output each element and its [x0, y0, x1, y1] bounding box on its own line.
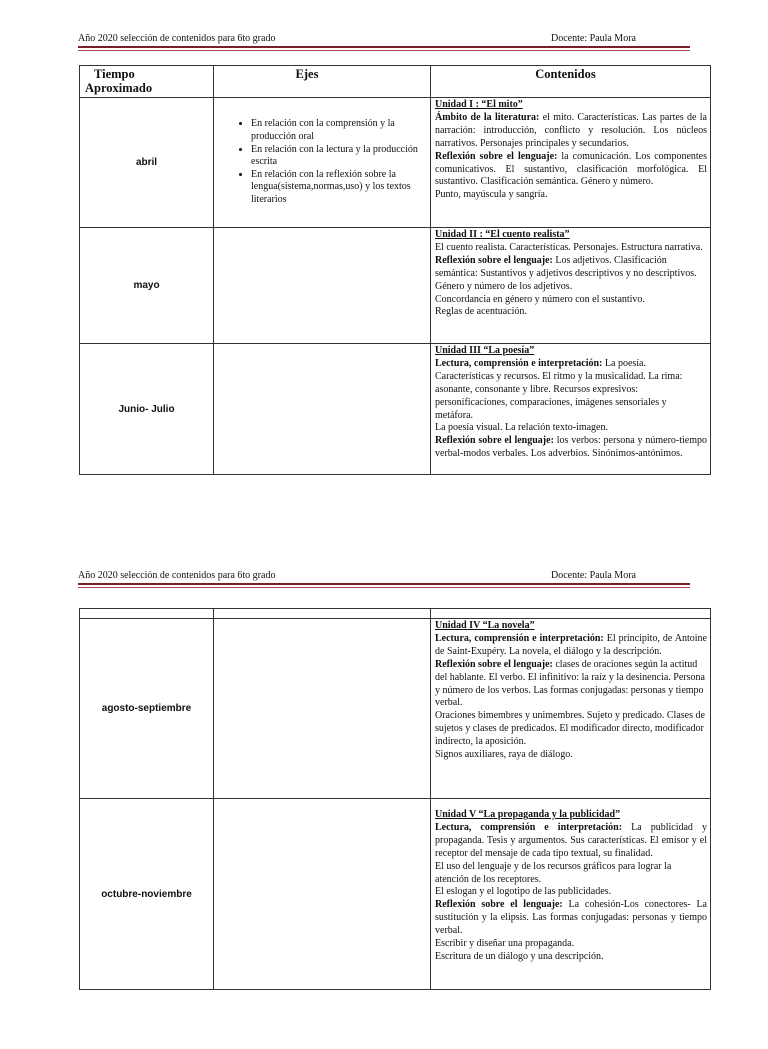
content-bold: Ámbito de la literatura: — [435, 111, 540, 123]
table-header-row — [80, 66, 711, 98]
col-header-time-line1: Tiempo — [94, 67, 135, 81]
col-header-time — [80, 66, 214, 98]
content-text: clases de oraciones según la actitud del hablante. El verbo. El infinitivo: la raíz y la desinencia. Persona y número de los verbos. Las formas conjugadas: personas y tiempo verbal. — [435, 658, 705, 709]
col-header-time-line2: Aproximado — [85, 81, 153, 95]
content-text: Escritura de un diálogo y una descripción. — [435, 950, 604, 962]
row-month: Junio- Julio — [80, 344, 214, 475]
content-text: Signos auxiliares, raya de diálogo. — [435, 749, 573, 761]
empty-cell — [80, 609, 214, 619]
content-text: La poesía. Características y recursos. El ritmo y la musicalidad. La rima: asonante, consonante y libre. Recursos expresivos: personificaciones, comparaciones, imágenes sensoriales y metáfora. — [435, 357, 683, 421]
content-text: la comunicación. Los componentes comunicativos. El sustantivo, clasificación morfológica. El sustantivo. Clasificación semántica. Género y número. — [435, 150, 707, 188]
unit-title: Unidad I : “El mito” — [435, 99, 523, 110]
content-bold: Reflexión sobre el lenguaje: — [435, 254, 553, 266]
table-row — [80, 228, 711, 344]
unit-title: Unidad III “La poesía” — [435, 345, 535, 356]
content-text: Oraciones bimembres y unimembres. Sujeto y predicado. Clases de sujetos y clases de predicados. El modificador directo, modificador indirecto, la aposición. — [435, 710, 705, 748]
content-text: La publicidad y propaganda. Tesis y argumentos. Sus características. El emisor y el receptor del mensaje de cada tipo textual, su finalidad. — [435, 821, 707, 859]
ejes-cell-empty — [214, 344, 431, 475]
contents-table-2 — [79, 608, 711, 990]
row-month: mayo — [80, 228, 214, 344]
row-month: abril — [80, 98, 214, 228]
page-1 — [0, 0, 768, 512]
ejes-cell-empty — [214, 619, 431, 799]
list-item: • En relación con la lectura y la producción escrita — [251, 144, 424, 169]
row-month: octubre-noviembre — [80, 799, 214, 990]
content-text: Reglas de acentuación. — [435, 306, 527, 318]
header-title: Año 2020 selección de contenidos para 6to grado — [78, 570, 276, 581]
header-rule-thin — [78, 50, 690, 51]
header-rule — [78, 583, 690, 585]
row-content — [431, 344, 711, 475]
content-bold: Reflexión sobre el lenguaje: — [435, 658, 553, 670]
content-text: La cohesión-Los conectores- La sustitución y la elipsis. Las formas conjugadas: personas y tiempo verbal. — [435, 899, 707, 937]
content-text: Punto, mayúscula y sangría. — [435, 189, 548, 201]
content-text: el mito. Características. Las partes de la narración: introducción, conflicto y resolución. Los núcleos narrativos. Personajes principales y secundarios. — [435, 111, 707, 149]
ejes-list — [214, 118, 430, 206]
content-bold: Reflexión sobre el lenguaje: — [435, 899, 563, 911]
content-bold: Lectura, comprensión e interpretación: — [435, 357, 603, 369]
col-header-ejes: Ejes — [214, 66, 431, 98]
content-bold: Lectura, comprensión e interpretación: — [435, 632, 604, 644]
content-bold: Reflexión sobre el lenguaje: — [435, 150, 558, 162]
content-text: El eslogan y el logotipo de las publicidades. — [435, 886, 612, 898]
content-text: El principito, de Antoine de Saint-Exupéry. La novela, el diálogo y la descripción. — [435, 632, 707, 657]
table-row — [80, 344, 711, 475]
content-text: El uso del lenguaje y de los recursos gráficos para lograr la atención de los receptores. — [435, 860, 672, 885]
row-content — [431, 228, 711, 344]
content-bold: Reflexión sobre el lenguaje: — [435, 435, 554, 447]
unit-title: Unidad IV “La novela” — [435, 620, 535, 631]
page-2 — [0, 537, 768, 1049]
content-text: La poesía visual. La relación texto-imagen. — [435, 422, 608, 434]
ejes-cell — [214, 98, 431, 228]
ejes-cell-empty — [214, 799, 431, 990]
content-bold: Lectura, comprensión e interpretación: — [435, 821, 623, 833]
row-content — [431, 799, 711, 990]
table-row — [80, 619, 711, 799]
content-text: Concordancia en género y número con el sustantivo. — [435, 293, 645, 305]
content-text: los verbos: persona y número-tiempo verbal-modos verbales. Los adverbios. Sinónimos-antónimos. — [435, 435, 708, 460]
content-text: El cuento realista. Características. Personajes. Estructura narrativa. — [435, 241, 703, 253]
list-item: • En relación con la reflexión sobre la lengua(sistema,normas,uso) y los textos literarios — [251, 169, 424, 207]
row-content — [431, 98, 711, 228]
header-teacher: Docente: Paula Mora — [551, 570, 636, 581]
empty-cell — [431, 609, 711, 619]
table-header-row-empty — [80, 609, 711, 619]
contents-table-1 — [79, 65, 711, 475]
unit-title: Unidad V “La propaganda y la publicidad” — [435, 809, 621, 820]
col-header-contenidos: Contenidos — [431, 66, 711, 98]
empty-cell — [214, 609, 431, 619]
list-item: • En relación con la comprensión y la producción oral — [251, 118, 424, 143]
row-month: agosto-septiembre — [80, 619, 214, 799]
header-teacher: Docente: Paula Mora — [551, 33, 636, 44]
header-rule — [78, 46, 690, 48]
row-content — [431, 619, 711, 799]
unit-title: Unidad II : “El cuento realista” — [435, 229, 570, 240]
table-row — [80, 98, 711, 228]
header-title: Año 2020 selección de contenidos para 6to grado — [78, 33, 276, 44]
table-row — [80, 799, 711, 990]
content-text: Escribir y diseñar una propaganda. — [435, 938, 575, 950]
page-header — [78, 33, 690, 45]
ejes-cell-empty — [214, 228, 431, 344]
header-rule-thin — [78, 587, 690, 588]
page-header — [78, 570, 690, 582]
content-text: Los adjetivos. Clasificación semántica: Sustantivos y adjetivos descriptivos y no descriptivos. Género y número de los adjetivos. — [435, 254, 697, 292]
